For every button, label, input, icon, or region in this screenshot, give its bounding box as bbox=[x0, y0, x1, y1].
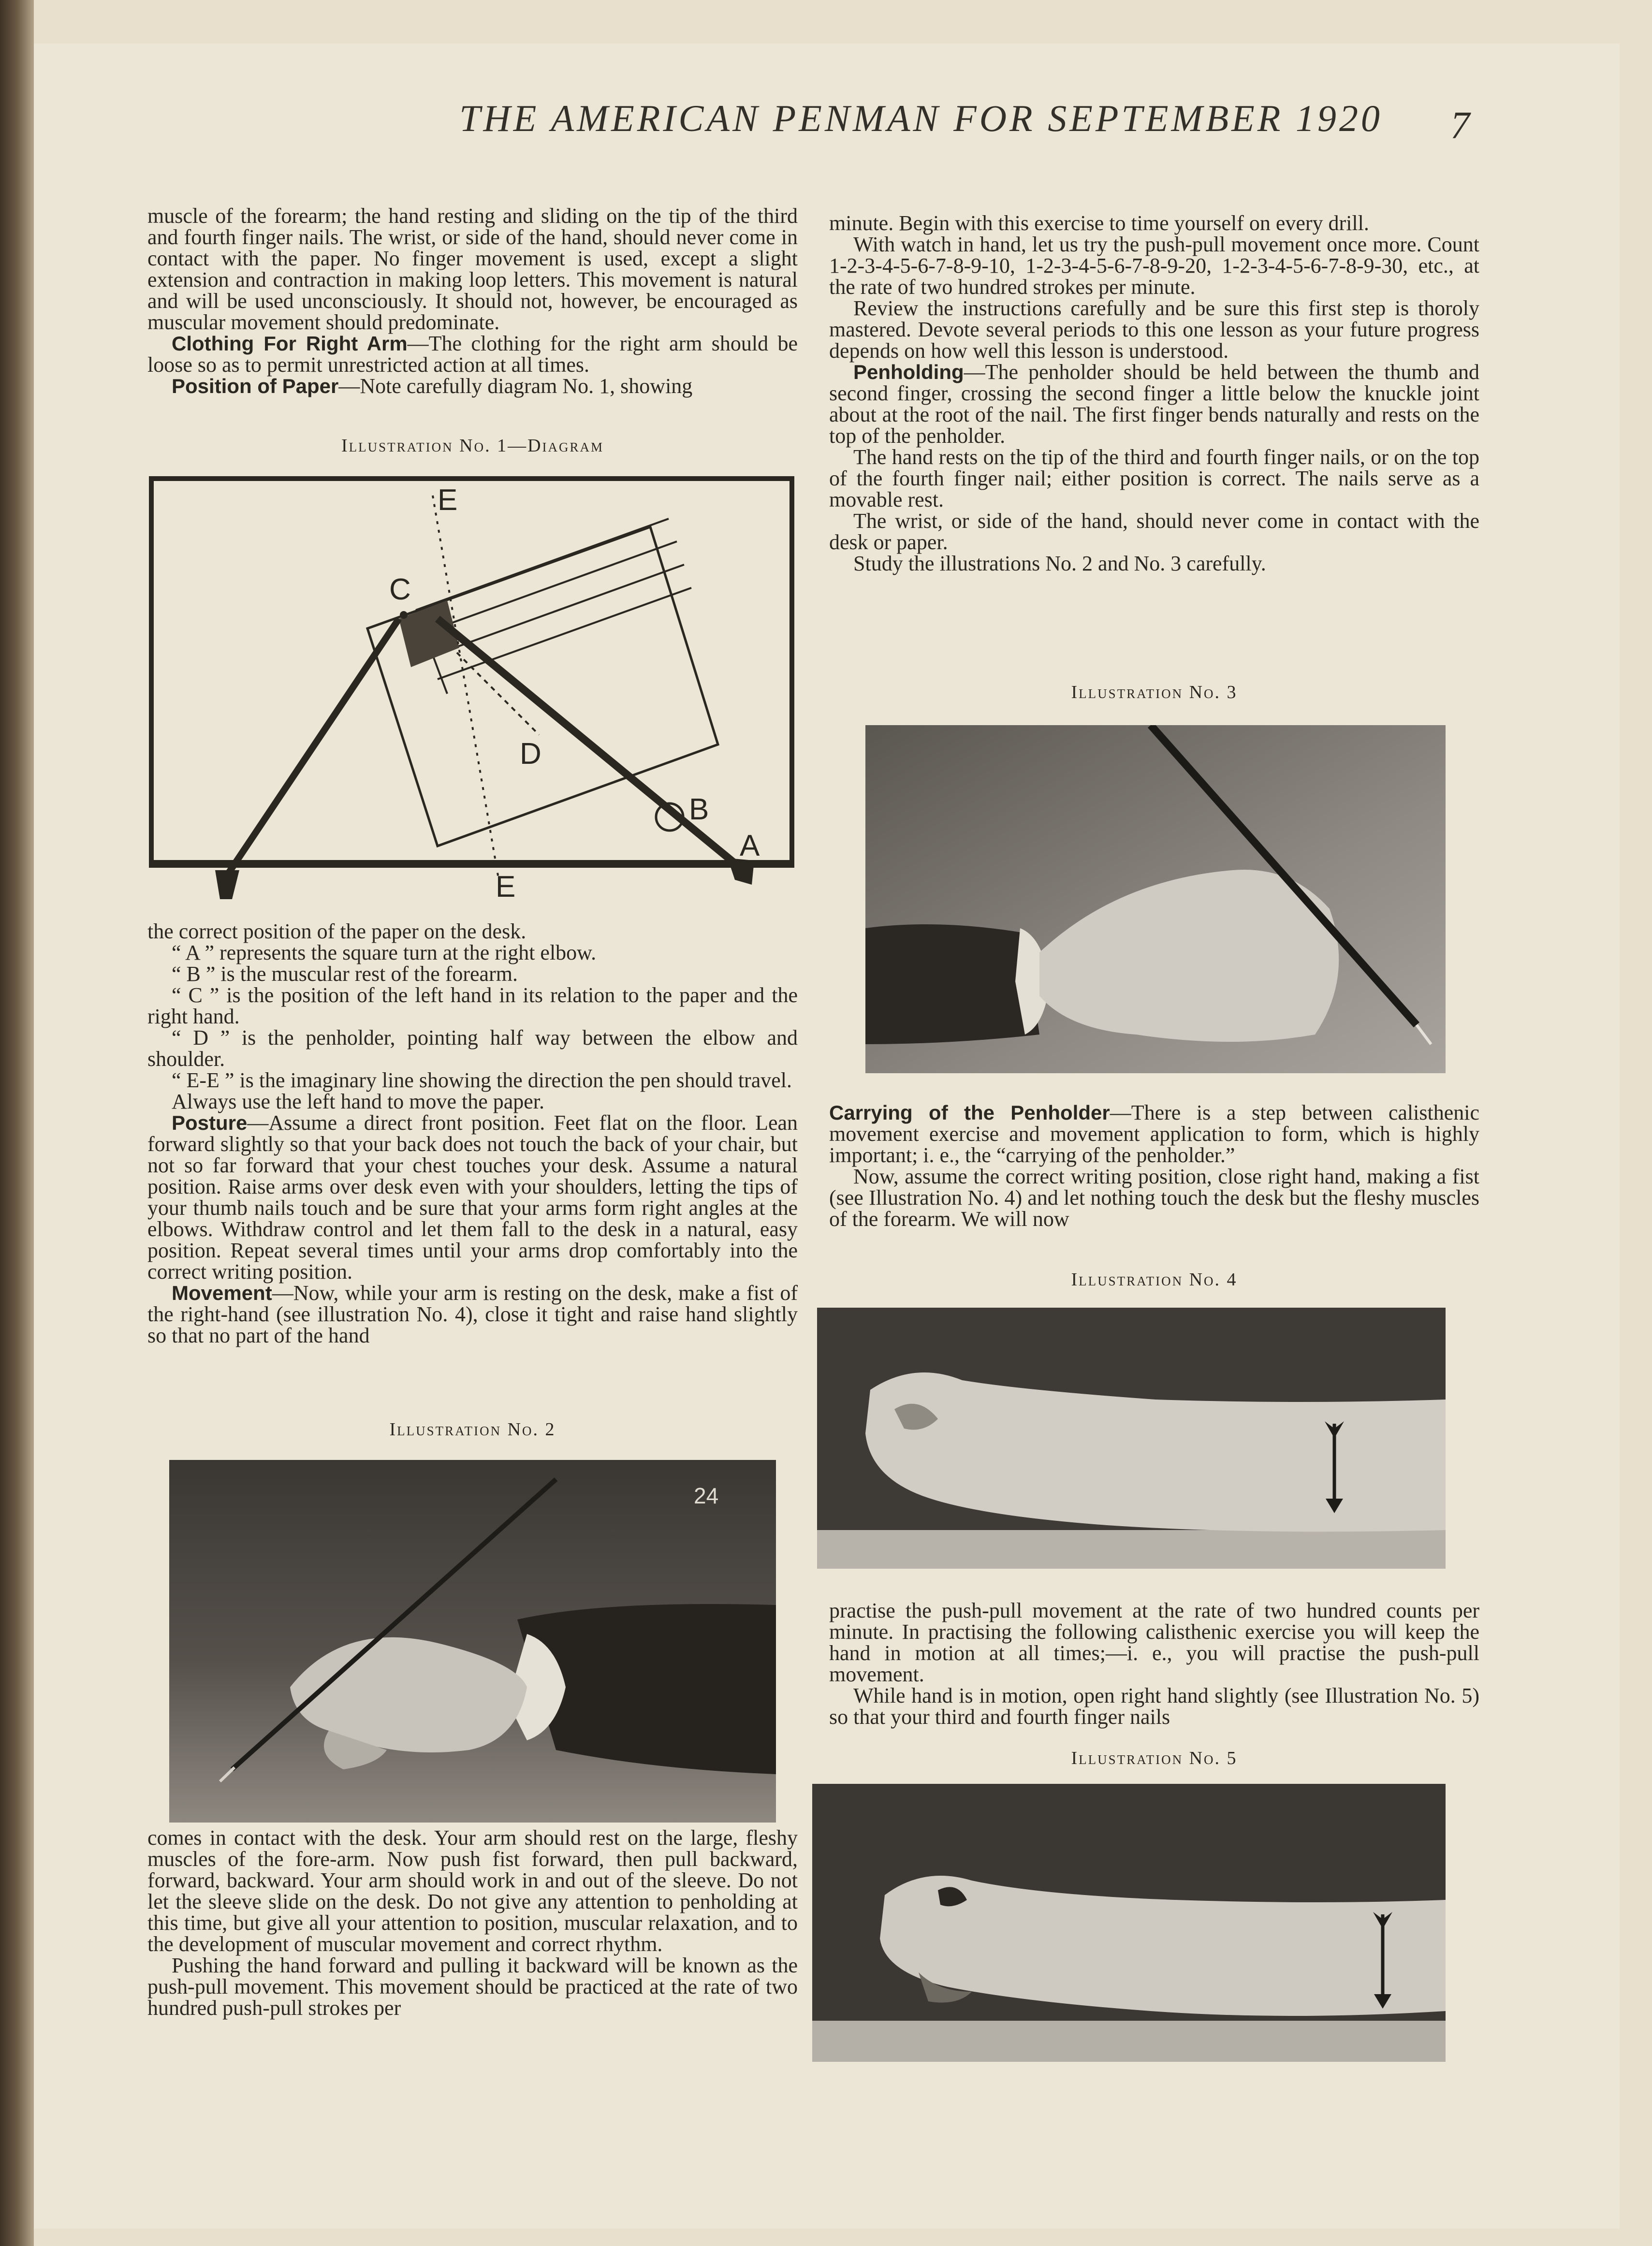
paragraph-penholding bbox=[829, 362, 1479, 447]
label-a: A bbox=[740, 829, 760, 862]
page-number: 7 bbox=[1450, 104, 1470, 147]
heading-clothing: Clothing For Right Arm bbox=[172, 332, 408, 355]
caption-illustration-5: Illustration No. 5 bbox=[1071, 1748, 1238, 1768]
paper-sheet bbox=[367, 527, 718, 846]
text-paper-position: —Note carefully diagram No. 1, showing bbox=[338, 374, 693, 398]
paragraph: Always use the left hand to move the paper. bbox=[172, 1090, 545, 1113]
photo-4-svg bbox=[817, 1308, 1446, 1569]
paragraph: The wrist, or side of the hand, should never come in contact with the desk or paper. bbox=[829, 509, 1479, 554]
paragraph: the correct position of the paper on the desk. bbox=[147, 919, 526, 943]
heading-movement: Movement bbox=[172, 1282, 272, 1304]
desk-surface bbox=[812, 2021, 1446, 2062]
paragraph: “ C ” is the position of the left hand in its relation to the paper and the right hand. bbox=[147, 983, 798, 1028]
label-c: C bbox=[389, 573, 411, 606]
paragraph: Now, assume the correct writing position, close right hand, making a fist (see Illustration No. 4) and let nothing touch the desk but the fleshy muscles of the forearm. We will now bbox=[829, 1165, 1479, 1231]
paragraph: muscle of the forearm; the hand resting and sliding on the tip of the third and fourth finger nails. The wrist, or side of the hand, should never come in contact with the paper. No finger movement is used, except a slight extension and contraction in making loop letters. This movement is natural and will be used unconsciously. It should not, however, be encouraged as muscular movement should predominate. bbox=[147, 204, 798, 334]
caption-illustration-4: Illustration No. 4 bbox=[1071, 1269, 1238, 1290]
photo-3-svg bbox=[865, 725, 1446, 1073]
text-clothing: —The clothing for the right arm should be loose so as to permit unrestricted action at all times. bbox=[147, 332, 798, 377]
ruled-line bbox=[423, 541, 677, 633]
left-arm-line bbox=[227, 619, 399, 875]
paragraph-carrying bbox=[829, 1102, 1479, 1166]
text-movement: —Now, while your arm is resting on the desk, make a fist of the right-hand (see illustration No. 4), close it tight and raise hand slightly so that no part of the hand bbox=[147, 1281, 798, 1347]
paragraph: “ E-E ” is the imaginary line showing the direction the pen should travel. bbox=[172, 1068, 792, 1092]
label-e-top: E bbox=[438, 483, 458, 517]
paragraph: With watch in hand, let us try the push-pull movement once more. Count 1-2-3-4-5-6-7-8-9-10, 1-2-3-4-5-6-7-8-9-20, 1-2-3-4-5-6-7-8-9-30, etc., at the rate of two hundred strokes per minute. bbox=[829, 233, 1479, 299]
running-header: THE AMERICAN PENMAN FOR SEPTEMBER 1920 bbox=[459, 97, 1383, 139]
ruled-line bbox=[416, 519, 669, 610]
paragraph: The hand rests on the tip of the third and fourth finger nails, or on the top of the fourth finger nail; either position is correct. The nails serve as a movable rest. bbox=[829, 445, 1479, 511]
caption-illustration-3: Illustration No. 3 bbox=[1071, 682, 1238, 702]
left-column-bottom-text bbox=[147, 1827, 798, 2019]
label-e-bottom: E bbox=[496, 870, 516, 899]
ruled-line bbox=[438, 588, 691, 679]
desk-surface bbox=[817, 1530, 1446, 1569]
paragraph: comes in contact with the desk. Your arm should rest on the large, fleshy muscles of the fore-arm. Now push fist forward, then pull backward, forward, backward. Your arm should work in and out of the sleeve. Do not let the sleeve slide on the desk. Do not give any attention to penholding at this time, but give all your attention to position, muscular relaxation, and to the development of muscular movement and correct rhythm. bbox=[147, 1826, 798, 1956]
paragraph: Pushing the hand forward and pulling it backward will be known as the push-pull movement. This movement should be practiced at the rate of two hundred push-pull strokes per bbox=[147, 1954, 798, 2020]
paragraph-clothing bbox=[147, 333, 798, 376]
paragraph-paper bbox=[147, 376, 798, 397]
paragraph: minute. Begin with this exercise to time yourself on every drill. bbox=[829, 211, 1369, 235]
text-penholding: —The penholder should be held between the thumb and second finger, crossing the second finger a little below the knuckle joint about at the root of the nail. The first finger bends naturally and rests on the top of the penholder. bbox=[829, 360, 1479, 448]
paragraph-posture bbox=[147, 1112, 798, 1283]
paragraph: “ A ” represents the square turn at the right elbow. bbox=[172, 941, 597, 964]
paragraph: Study the illustrations No. 2 and No. 3 carefully. bbox=[853, 552, 1266, 575]
right-column-lower-text bbox=[829, 1600, 1479, 1728]
left-column-top-text bbox=[147, 205, 798, 397]
paragraph: While hand is in motion, open right hand slightly (see Illustration No. 5) so that your third and fourth finger nails bbox=[829, 1684, 1479, 1729]
caption-illustration-2: Illustration No. 2 bbox=[389, 1419, 556, 1440]
diagram-paper-position bbox=[147, 474, 798, 899]
heading-paper-position: Position of Paper bbox=[172, 375, 339, 397]
right-column-middle-text bbox=[829, 1102, 1479, 1230]
paragraph: practise the push-pull movement at the rate of two hundred counts per minute. In practising the following calisthenic exercise you will keep the hand in motion at all times;—i. e., you will practise the push-pull movement. bbox=[829, 1599, 1479, 1686]
heading-carrying: Carrying of the Penholder bbox=[829, 1101, 1110, 1124]
photo-5-svg bbox=[812, 1784, 1446, 2062]
paragraph: “ D ” is the penholder, pointing half way between the elbow and shoulder. bbox=[147, 1026, 798, 1071]
photo-mark: 24 bbox=[694, 1483, 719, 1508]
paragraph: Review the instructions carefully and be sure this first step is thoroly mastered. Devote several periods to this one lesson as your future progress depends on how well this lesson is understood. bbox=[829, 296, 1479, 363]
text-posture: —Assume a direct front position. Feet flat on the floor. Lean forward slightly so that your back does not touch the back of your chair, but not so far forward that your chest touches your desk. Assume a natural position. Raise arms over desk even with your shoulders, letting the tips of your thumb nails touch and be sure that your arms form right angles at the elbows. Withdraw control and let them fall to the desk in a natural, easy position. Repeat several times until your arms drop comfortably into the correct writing position. bbox=[147, 1111, 798, 1283]
heading-penholding: Penholding bbox=[853, 361, 964, 383]
photo-illustration-2 bbox=[169, 1460, 776, 1823]
line-e-e bbox=[433, 496, 500, 890]
label-b: B bbox=[689, 793, 709, 826]
paragraph-movement bbox=[147, 1283, 798, 1346]
photo-illustration-4 bbox=[817, 1308, 1446, 1569]
heading-posture: Posture bbox=[172, 1111, 248, 1134]
right-arm-line bbox=[438, 619, 737, 865]
left-elbow bbox=[215, 870, 239, 899]
diagram-svg bbox=[147, 474, 798, 899]
photo-illustration-3 bbox=[865, 725, 1446, 1073]
jacket-sleeve bbox=[865, 924, 1039, 1044]
pen-point bbox=[400, 611, 408, 619]
text-carrying: —There is a step between calisthenic movement exercise and movement application to form, which is highly important; i. e., the “carrying of the penholder.” bbox=[829, 1101, 1479, 1167]
photo-2-svg bbox=[169, 1460, 776, 1823]
book-binding-edge bbox=[0, 0, 34, 2246]
right-column-top-text bbox=[829, 213, 1479, 574]
caption-illustration-1: Illustration No. 1—Diagram bbox=[341, 436, 604, 456]
photo-illustration-5 bbox=[812, 1784, 1446, 2062]
left-column-middle-text bbox=[147, 921, 798, 1346]
label-d: D bbox=[520, 737, 541, 771]
paragraph: “ B ” is the muscular rest of the forearm. bbox=[172, 962, 518, 986]
